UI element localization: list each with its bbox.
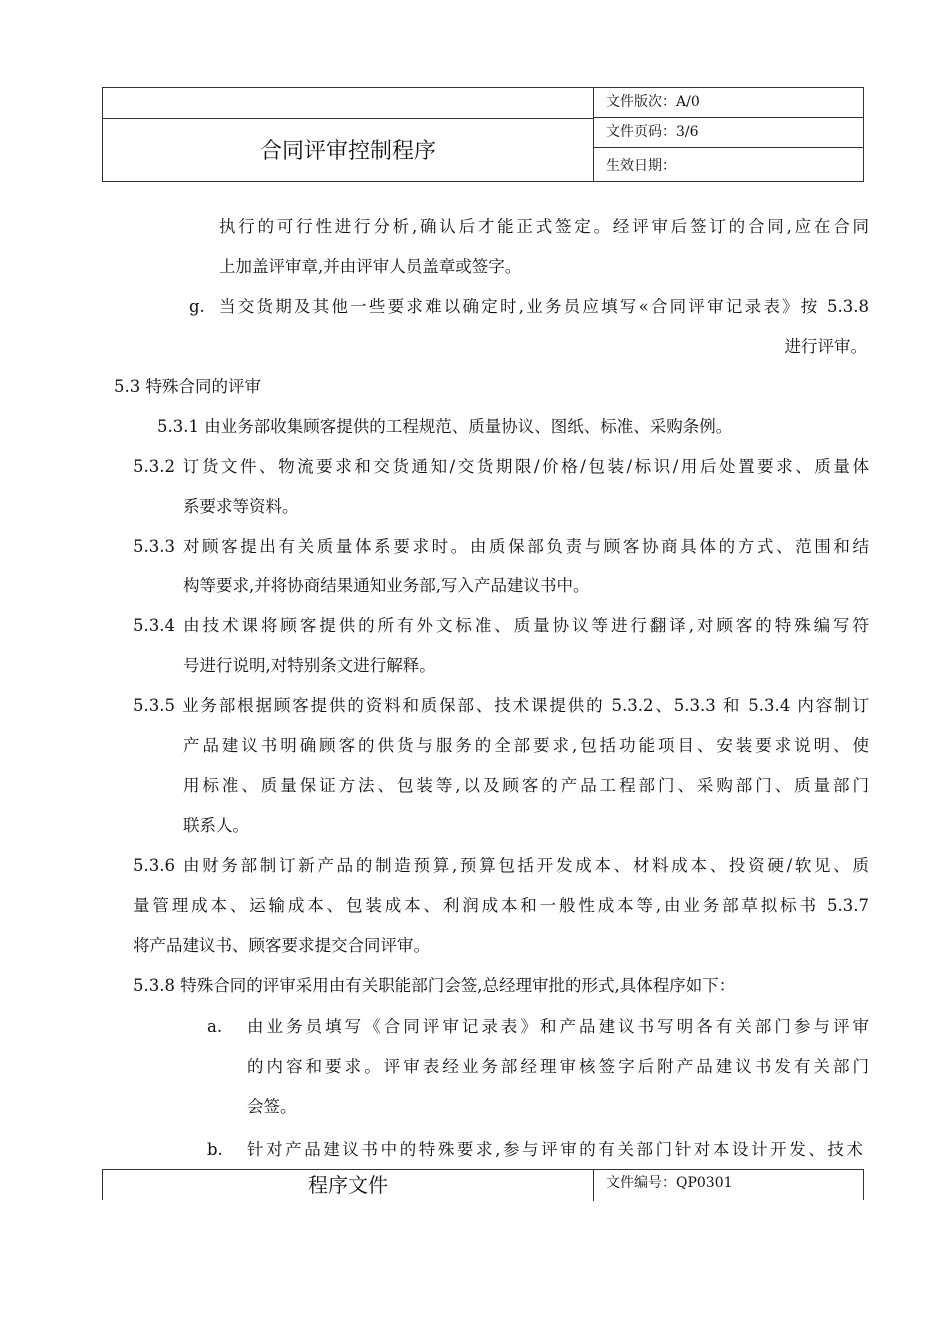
footer-doc-number: 文件编号：QP0301: [606, 1175, 733, 1191]
clause-5-3-6-line-2: 量管理成本、运输成本、包装成本、利润成本和一般性成本等,由业务部草拟标书 5.3.7: [133, 896, 869, 915]
effective-date: 生效日期：: [606, 158, 676, 174]
clause-5-3-2-line-1: 5.3.2 订货文件、物流要求和交货通知/交货期限/价格/包装/标识/用后处置要求、质量体: [133, 457, 869, 476]
clause-5-3-3-line-2: 构等要求,并将协商结果通知业务部,写入产品建议书中。: [183, 576, 590, 595]
item-b-line-1: 针对产品建议书中的特殊要求,参与评审的有关部门针对本设计开发、技术: [247, 1140, 863, 1159]
item-a-line-2: 的内容和要求。评审表经业务部经理审核签字后附产品建议书发有关部门: [247, 1057, 869, 1076]
file-page: 文件页码：3/6: [593, 118, 863, 148]
footer-doc-type: 程序文件: [103, 1170, 594, 1201]
f-continuation-line-1: 执行的可行性进行分析,确认后才能正式签定。经评审后签订的合同,应在合同: [219, 217, 869, 236]
clause-5-3-2-line-2: 系要求等资料。: [183, 497, 299, 516]
clause-5-3-3-line-1: 5.3.3 对顾客提出有关质量体系要求时。由质保部负责与顾客协商具体的方式、范围和结: [133, 537, 869, 556]
header-blank-cell: [103, 88, 593, 119]
item-a-label: a.: [207, 1017, 223, 1036]
header-table: [102, 87, 864, 182]
clause-5-3-1: 5.3.1 由业务部收集顾客提供的工程规范、质量协议、图纸、标准、采购条例。: [157, 417, 733, 436]
clause-5-3-6-line-1: 5.3.6 由财务部制订新产品的制造预算,预算包括开发成本、材料成本、投资硬/软见、质: [133, 856, 869, 875]
document-title: 合同评审控制程序: [259, 139, 436, 164]
item-g-line-2: 进行评审。: [784, 337, 867, 356]
file-version: 文件版次：A/0: [593, 88, 863, 118]
header-right: [593, 88, 863, 181]
footer-table: [102, 1169, 864, 1200]
f-continuation-line-2: 上加盖评审章,并由评审人员盖章或签字。: [219, 257, 522, 276]
clause-5-3-5-line-3: 用标准、质量保证方法、包装等,以及顾客的产品工程部门、采购部门、质量部门: [183, 776, 869, 795]
item-a-line-1: 由业务员填写《合同评审记录表》和产品建议书写明各有关部门参与评审: [247, 1017, 869, 1036]
clause-5-3-8: 5.3.8 特殊合同的评审采用由有关职能部门会签,总经理审批的形式,具体程序如下：: [133, 976, 736, 995]
clause-5-3-6-line-3: 将产品建议书、顾客要求提交合同评审。: [133, 936, 430, 955]
item-a-line-3: 会签。: [247, 1097, 297, 1116]
clause-5-3-5-line-1: 5.3.5 业务部根据顾客提供的资料和质保部、技术课提供的 5.3.2、5.3.3 和 5.3.4 内容制订: [133, 696, 869, 715]
item-g-label: g.: [189, 297, 205, 316]
clause-5-3-4-line-1: 5.3.4 由技术课将顾客提供的所有外文标准、质量协议等进行翻译,对顾客的特殊编写符: [133, 616, 869, 635]
item-g-line-1: 当交货期及其他一些要求难以确定时,业务员应填写«合同评审记录表》按 5.3.8: [219, 297, 869, 316]
item-b-label: b.: [207, 1140, 223, 1159]
clause-5-3-5-line-4: 联系人。: [183, 816, 249, 835]
clause-5-3-5-line-2: 产品建议书明确顾客的供货与服务的全部要求,包括功能项目、安装要求说明、使: [183, 736, 869, 755]
section-5-3-heading: 5.3 特殊合同的评审: [114, 377, 261, 396]
clause-5-3-4-line-2: 号进行说明,对特别条文进行解释。: [183, 656, 436, 675]
